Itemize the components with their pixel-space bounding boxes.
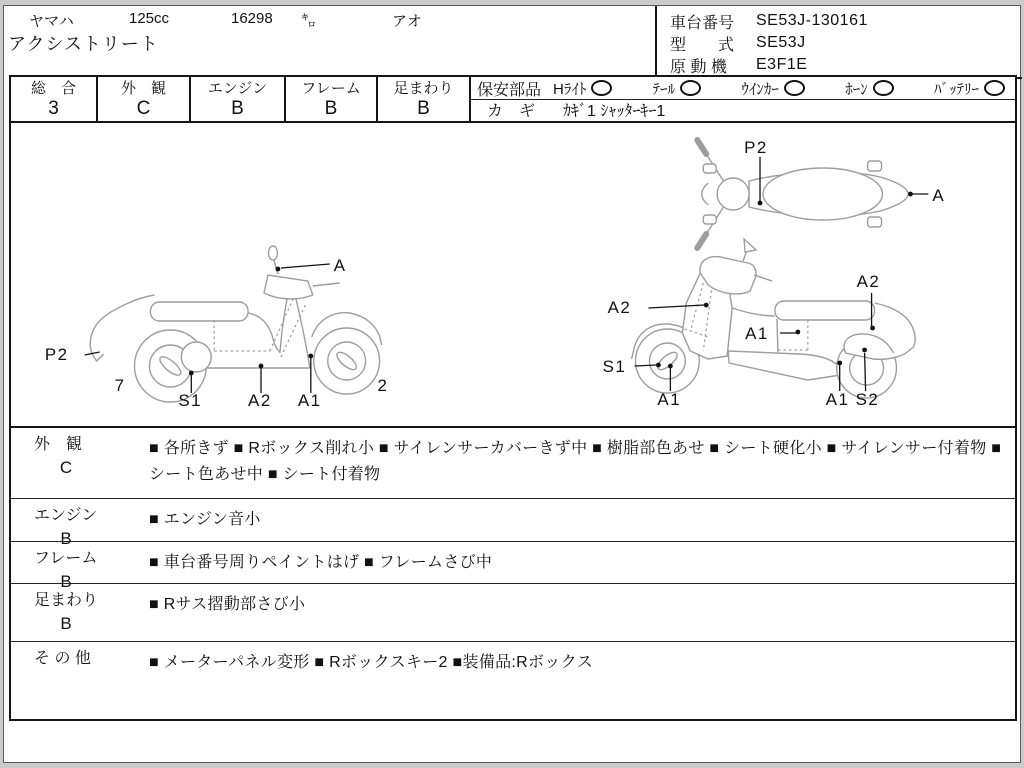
safety-item-label: ｳｲﾝｶｰ bbox=[741, 80, 779, 98]
scooter-left-view bbox=[45, 246, 389, 410]
section-grade: B bbox=[60, 572, 72, 591]
auction-sheet bbox=[3, 5, 1021, 763]
key-row bbox=[471, 100, 1015, 119]
displacement: 125cc bbox=[129, 10, 170, 27]
mileage-unit: ㌔ bbox=[301, 13, 317, 30]
section-label: 足まわり bbox=[34, 592, 99, 609]
section-label-block bbox=[11, 649, 143, 672]
damage-label-a-left: A bbox=[333, 255, 347, 276]
damage-label-p2-top: P2 bbox=[744, 137, 768, 158]
section-label: フレーム bbox=[34, 550, 98, 567]
model-name: アクシストリート bbox=[8, 34, 159, 54]
grade-cell-overall bbox=[11, 77, 98, 121]
safety-parts-cell bbox=[471, 77, 1015, 121]
model-code-row bbox=[670, 32, 1022, 54]
model-code-label: 型 式 bbox=[670, 36, 735, 54]
grade-label: エンジン bbox=[207, 80, 268, 97]
section-label: 外 観 bbox=[34, 436, 83, 453]
mileage-value: 16298 bbox=[231, 10, 273, 27]
damage-label-s1-right: S1 bbox=[602, 356, 627, 377]
section-notes: ■ Rサス摺動部さび小 bbox=[149, 596, 306, 613]
ok-circle-icon bbox=[680, 80, 701, 96]
key-value: ｶｷﾞ1 ｼｬｯﾀｰｷｰ1 bbox=[563, 103, 666, 120]
ok-circle-icon bbox=[591, 80, 612, 96]
rear-wheel-grade: 7 bbox=[114, 375, 126, 396]
maker-name: ヤマハ bbox=[29, 13, 74, 30]
scooter-top-view bbox=[697, 138, 945, 248]
section-grade: B bbox=[60, 614, 72, 633]
safety-item-battery bbox=[934, 78, 1005, 99]
chassis-number-value: SE53J-130161 bbox=[756, 12, 868, 29]
chassis-number-label: 車台番号 bbox=[670, 14, 735, 32]
chassis-number-row bbox=[670, 10, 1022, 32]
damage-label-s2-right: S2 bbox=[855, 389, 880, 410]
section-notes: ■ メーターパネル変形 ■ Rボックスキー2 ■装備品:Rボックス bbox=[149, 654, 594, 671]
ok-circle-icon bbox=[784, 80, 805, 96]
damage-diagram bbox=[11, 123, 1015, 428]
grade-label: フレーム bbox=[301, 80, 361, 97]
grade-label: 総 合 bbox=[30, 80, 76, 97]
section-frame bbox=[11, 541, 1015, 591]
safety-item-label: ﾃｰﾙ bbox=[652, 80, 676, 98]
grade-value: B bbox=[231, 98, 244, 119]
engine-code-label: 原 動 機 bbox=[670, 58, 727, 76]
section-notes: ■ 車台番号周りペイントはげ ■ フレームさび中 bbox=[149, 554, 493, 571]
section-undercarriage bbox=[11, 583, 1015, 641]
damage-label-a1-front-right: A1 bbox=[657, 389, 682, 410]
damage-label-a2-left: A2 bbox=[248, 390, 272, 411]
key-label: カ ギ bbox=[487, 103, 536, 120]
grade-cell-frame bbox=[286, 77, 378, 121]
grade-value: C bbox=[136, 98, 151, 119]
scooter-right-view bbox=[603, 239, 915, 409]
grade-value: B bbox=[417, 98, 430, 119]
body-color: アオ bbox=[392, 13, 422, 30]
grade-label: 外 観 bbox=[120, 80, 166, 97]
damage-label-a1-rear-right: A1 bbox=[825, 389, 850, 410]
section-grade: C bbox=[59, 458, 73, 477]
grade-value: B bbox=[324, 98, 338, 119]
grade-cell-engine bbox=[191, 77, 286, 121]
section-exterior bbox=[11, 428, 1015, 498]
safety-item-winker bbox=[741, 78, 805, 99]
safety-item-label: ﾎｰﾝ bbox=[845, 80, 868, 98]
damage-label-s1-left: S1 bbox=[178, 390, 203, 411]
safety-item-tail bbox=[653, 78, 702, 99]
grade-row bbox=[11, 77, 1015, 123]
engine-code-row bbox=[670, 54, 1022, 76]
damage-label-a1-left: A1 bbox=[297, 390, 322, 411]
grade-value: 3 bbox=[48, 98, 59, 119]
engine-code-value: E3F1E bbox=[756, 56, 808, 73]
safety-items bbox=[545, 78, 1005, 99]
damage-label-a2-rear-right: A2 bbox=[856, 271, 881, 292]
grade-cell-exterior bbox=[98, 77, 191, 121]
section-label: エンジン bbox=[34, 507, 98, 524]
damage-label-p2-left: P2 bbox=[44, 344, 69, 365]
safety-parts-row bbox=[471, 77, 1015, 100]
safety-item-label: ﾊﾞｯﾃﾘｰ bbox=[933, 80, 979, 98]
damage-label-a-top: A bbox=[932, 185, 946, 206]
scooter-sketches bbox=[11, 123, 1015, 426]
grade-label: 足まわり bbox=[393, 80, 454, 97]
section-other bbox=[11, 641, 1015, 719]
section-notes: ■ 各所きず ■ Rボックス削れ小 ■ サイレンサーカバーきず中 ■ 樹脂部色あせ ■ シート硬化小 ■ サイレンサー付着物 ■ シート色あせ中 ■ シート付着物 bbox=[149, 440, 1002, 483]
damage-label-a2-front-right: A2 bbox=[607, 297, 632, 318]
ok-circle-icon bbox=[984, 80, 1005, 96]
section-label-block bbox=[11, 591, 143, 634]
inspection-table bbox=[9, 75, 1017, 721]
safety-item-horn bbox=[845, 78, 894, 99]
model-code-value: SE53J bbox=[756, 34, 806, 51]
ok-circle-icon bbox=[873, 80, 894, 96]
front-wheel-grade: 2 bbox=[377, 375, 389, 396]
safety-item-headlight bbox=[553, 78, 612, 99]
safety-item-label: Hﾗｲﾄ bbox=[553, 80, 587, 98]
section-label-block bbox=[11, 435, 143, 478]
section-label: そ の 他 bbox=[34, 650, 91, 667]
damage-label-a1-mid-right: A1 bbox=[745, 323, 769, 344]
safety-parts-label: 保安部品 bbox=[477, 81, 542, 99]
vehicle-id-box bbox=[655, 6, 1022, 79]
section-grade: B bbox=[60, 529, 72, 548]
grade-cell-undercarriage bbox=[378, 77, 471, 121]
section-notes: ■ エンジン音小 bbox=[149, 511, 261, 528]
section-engine bbox=[11, 498, 1015, 548]
